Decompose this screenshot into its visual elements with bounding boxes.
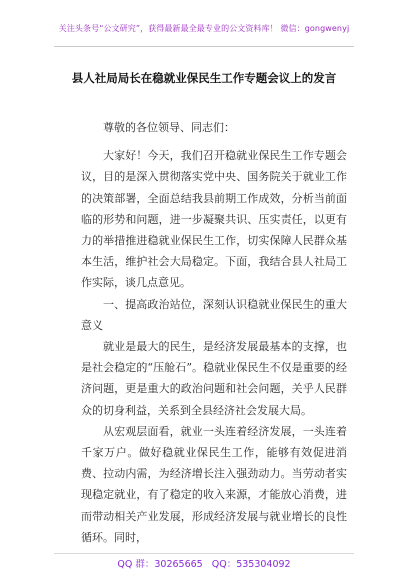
document-body xyxy=(81,117,347,548)
footer-contact xyxy=(0,556,408,570)
paragraph-3: 从宏观层面看，就业一头连着经济发展，一头连着千家万户。做好稳就业保民生工作，能够有效促进消费、拉动内需，为经济增长注入强劲动力。当劳动者实现稳定就业，有了稳定的收入来源，才能放心消费，进而带动相关产业发展，形成经济发展与就业增长的良性循环。同时， xyxy=(81,424,347,544)
section-heading-1: 一、提高政治站位，深刻认识稳就业保民生的重大意义 xyxy=(81,297,347,332)
footer-divider xyxy=(54,553,354,554)
greeting: 尊敬的各位领导、同志们： xyxy=(103,121,235,134)
header-promo-note: 关注头条号“公文研究”，获得最新最全最专业的公文资料库！ 微信：gongwenyj xyxy=(58,24,350,33)
paragraph-intro: 大家好！今天，我们召开稳就业保民生工作专题会议，目的是深入贯彻落实党中央、国务院关于就业工作的决策部署，全面总结我县前期工作成效，分析当前面临的形势和问题，进一步凝聚共识、压实责任，以更有力的举措推进稳就业保民生工作，切实保障人民群众基本生活，维护社会大局稳定。下面，我结合县人社局工作实际，谈几点意见。 xyxy=(81,149,347,290)
qq-text: QQ：535304092 xyxy=(211,559,291,570)
qq-group-text: QQ 群：30265665 xyxy=(117,559,203,570)
document-title: 县人社局局长在稳就业保民生工作专题会议上的发言 xyxy=(71,71,337,85)
paragraph-2: 就业是最大的民生，是经济发展最基本的支撑，也是社会稳定的“压舱石”。稳就业保民生不仅是重要的经济问题，更是重大的政治问题和社会问题，关乎人民群众的切身利益，关系到全县经济社会发展大局。 xyxy=(81,340,347,417)
header-divider xyxy=(54,46,354,47)
